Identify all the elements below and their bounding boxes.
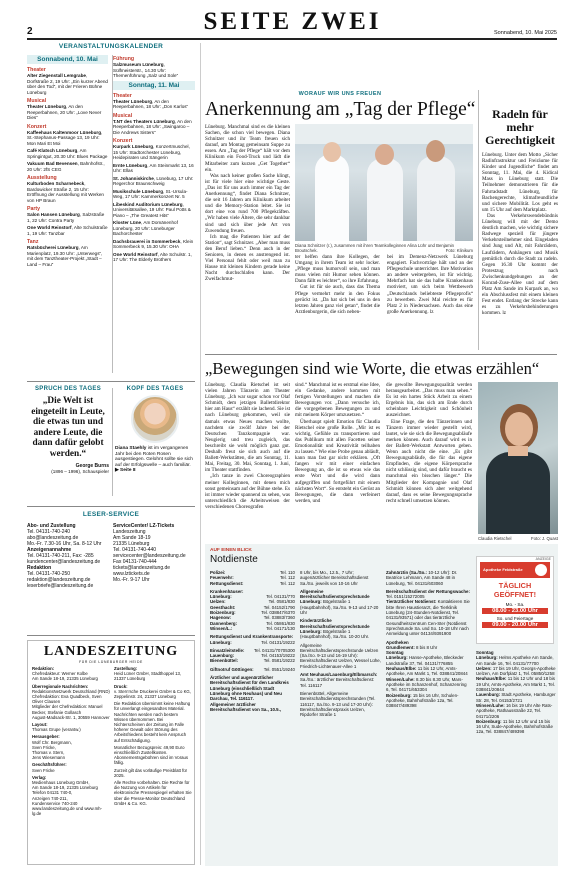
- notdienst-entry: Boizenburg: Tel. 038847/6370: [210, 610, 295, 616]
- article1-photo-credit: Foto: Klinikum: [445, 248, 473, 253]
- kopf-text: ist im vergangenen Jahr bei den Roten Rosen ausgestiegen. Gelohnt sollte sie sich auf der Erfolgswelle – auch familiär.: [115, 446, 193, 468]
- calendar-left-col: [27, 53, 108, 269]
- article2-headline: „Bewegungen sind wie Worte, die etwas erzählen“: [205, 359, 540, 378]
- impressum-line: Thomas v. Stern,: [32, 750, 65, 756]
- left-column-divider: [200, 43, 201, 865]
- article1-kicker: WORAUF WIR UNS FREUEN: [298, 91, 382, 97]
- notdienst-entry: Grundlement: 8 bis 8 Uhr: [386, 644, 438, 650]
- header-rule: [27, 38, 557, 40]
- spruch-quote: „Die Welt ist eingeteilt in Leute, die etwas tun und andere Leute, die dann dafür gelobt werden.“: [31, 396, 105, 459]
- article2-col-1: [205, 382, 290, 510]
- calendar-right-top-entry: Salzmuseum Lüneburg, Sülfmeisterstr., 14.30 Uhr: Themenführung „Salz und Sole“: [113, 62, 179, 78]
- notdienst-entry: Bereitschaftsdienst der Rettungswache: Tel. 0151/15272005: [386, 588, 470, 600]
- notdienst-entry: 8 Uhr, bis Mo., 12.5., 7 Uhr; augenärztlicher Bereitschaftsdienst Sa./So. jeweils von 10-16 Uhr: [300, 570, 369, 586]
- leserservice-line[interactable]: kundencenter@landeszeitung.de: [27, 559, 101, 565]
- impressum-line: Chefredaktion: Eva Quadbeck, Sven Oliver Clausen: [32, 694, 102, 705]
- notdienst-kicker: AUF EINEN BLICK: [210, 548, 252, 553]
- spruch-title: SPRUCH DES TAGES: [34, 386, 102, 392]
- impressum-line: Anzeigen 740-211,: [32, 795, 68, 801]
- calendar-left-entry: Café Klatsch Lüneburg, Am Springintgut, 20.30 Uhr: Blues Package: [27, 148, 108, 159]
- article2-col-3-p2: Eine Frage, die den Tänzerinnen und Tänzern immer wieder gestellt wird, lautet, wie sie sich die Bewegungsabläufe merken können. Auch darauf wird es in der Ballett-Werkstatt Antworten geben. Wenn auch nicht die eine. „Es gibt Bewegungsabläufe, die für das eigene Empfinden, die eigene Körpersprache nicht schlüssig sind, und dafür braucht es manchmal ein bisschen länger.“ Die Mitglieder der Kompagnie und Olaf Schmidt können sich aber weitgehend darauf, dass es seine Bewegungssprache recht schnell umsetzen können.: [386, 418, 472, 504]
- notdienst-entry: Geesthacht: Tel. 04152/1790: [210, 604, 295, 610]
- impressum-line: Layout:: [32, 722, 48, 728]
- impressum-line: Chefredakteur: Werner Kolbe: [32, 671, 88, 677]
- impressum-line: RedaktionsNetzwerk Deutschland (RND): [32, 688, 110, 694]
- notdienst-entry: Apotheken: [386, 639, 409, 645]
- impressum-line: Redaktion:: [32, 666, 55, 671]
- leserservice-line[interactable]: redaktion@landeszeitung.de: [27, 577, 91, 583]
- kopf-portrait: [131, 395, 179, 443]
- calendar-left-category: Musical: [27, 98, 47, 104]
- radeln-text-1: Lüneburg. Unter dem Motto „Sicher Radinfrastruktur und Freiräume für Kinder und Jugendliche“ findet am Sonntag, 11. Mai, die 4. Kidical Mass in Lüneburg statt. Die Teilnehmer demonstrieren für die Fahrradstadt Lüneburg, für Bachengerechte, klimafreundliche und sichere Mobilität. Los geht es um 15 Uhr auf dem Marktplatz.: [482, 152, 558, 213]
- article1-col-2: [295, 254, 380, 315]
- kopf-bottom-rule: [27, 506, 195, 507]
- notdienst-entry: Lüneburg: Hanse-Apotheke, Bleckeder Landstraße 37, Tel. 04131/776855: [386, 655, 464, 666]
- notdienst-entry: Kinderärztliche Bereitschaftsdienstsprechstunde Lüneburg: Bögelstraße 1 (Hauptbahnhof), Sa./So. 10-20 Uhr.: [300, 618, 370, 640]
- calendar: [27, 43, 195, 373]
- calendar-right-category: Konzert: [113, 138, 133, 144]
- notdienst-title: Notdienste: [210, 554, 258, 565]
- notdienst-entry: Winsen/Luhe: 8.30 bis 8.30 Uhr, Mars-Apotheke im Schanzenhof, Schanzenring 6, Tel. 04171/653304: [386, 676, 467, 693]
- article1-col-2-p1: ter helfen dann ihre Kollegen, der Umgang in ihrem Team ist sehr locker. „Pflege muss humorvoll sein, und man muss vielen mit Humor sehen können. Dann fällt es leichter“, so ihre Erfahrung.: [295, 254, 380, 285]
- impressum-line: Monatlicher Bezugspreis: 49,90 Euro einschließlich Zustellkosten. Abonnementsgebühren sind im Voraus fällig.: [114, 744, 189, 766]
- leserservice-line: Mo.-Fr. 7.30-16 Uhr, Sa. 8-12 Uhr: [27, 541, 102, 547]
- article2-col-1-p2: „Ich tanze in zwei Choreographien meiner Kolleginnen, mit denen mich sonst gemeinsam auf der Bühne stehe. Es ist immer wieder spannend zu sehen, was unterschiedlich die Arbeitsweisen der verschiedenen Choreografen: [205, 473, 290, 510]
- impressum-line: Geschäftsführer:: [32, 762, 67, 768]
- calendar-right-entry: T.NT des Theaters Lüneburg, An den Reeperbahnen, 18 Uhr: „Swingaroo – Die Andrews Sisters“: [113, 118, 192, 135]
- calendar-left-entry: Alter Ziegenstall Lemgrabe, Dorfstraße 2, 19 Uhr: „Ein kurzer Abend über den Tod“, mit der Frieren Bühne Lüneburg: [27, 73, 108, 95]
- article1-col-3-p1: bei im Demenz-Netzwerk Lüneburg engagiert. Fachvorträge hält und an der Pflegeschule unterrichtet. Ihre Motivation an andere weitergeben, ist für wichtig. Mehrfach hat sie das halbe Krankenhaus motiviert, um sich beim Wettbewerb „Deutschlands beliebteste Pflegeprofis“ zu bewerben. Zwei Mal reichte es für Platz 2 in Niedersachsen. Auch das eine große Anerkennung. lz: [387, 254, 473, 315]
- leserservice-line: Tel. 04131-740-211, Fax: -285: [27, 553, 94, 559]
- article2-col-1-p1: Lüneburg. Claudia Rietschel ist seit vielen Jahren Tänzerin am Theater Lüneburg. „Ich war sogar schon vor Olaf Schmidt, dem jetzigen Ballettdirektor hier am Haus“ erzählt sie lachend. Sie ist nach Lüneburg gekommen, weil sie damals etwas Neues machen wollte, nachdem sie zwölf Jahre bei der Deutschen Tanzkompagnie war. Neugierig und treu zugleich, das beschreibt sie wohl möglich ganz gut. Deshalb freut sie sich auch auf die Ballett-Werkstätten, die am Sonntag, 11. Mai, Freitag, 30. Mai, Sonntag, 1. Juni, im Theater stattfinden.: [205, 382, 290, 474]
- calendar-right-entry: One World Reinstorf, Alte Schulstr. 1, 17 Uhr: The Elderly Brothers: [113, 251, 192, 262]
- impressum-col-1: [32, 666, 110, 816]
- notdienst-col-4: [476, 650, 556, 735]
- leserservice-line: Fax 04131-740-444: [113, 559, 157, 565]
- kopf-title: KOPF DES TAGES: [126, 386, 184, 392]
- calendar-right-category: Musical: [113, 112, 133, 119]
- leserservice: [27, 511, 195, 626]
- impressum-line: Heid Lüner GmbH, Stadthoppel 13, 21337 Lüneburg: [114, 671, 182, 682]
- article1-headline: Anerkennung am „Tag der Pflege“: [205, 99, 476, 120]
- notdienst-col-2: [300, 570, 382, 717]
- impressum-line: Alle Rechte vorbehalten. Die Rechte für die Nutzung von Artikeln für elektronische Pressespiegel erhalten Sie über die Presse-Monitor Deutschland GmbH & Co. KG.: [114, 780, 192, 806]
- impressum: [27, 640, 195, 865]
- impressum-line: Medienhaus Lüneburg GmbH,: [32, 780, 90, 786]
- calendar-left-category: Ausstellung: [27, 175, 57, 181]
- calendar-left-entry: Kaffeehaus Kaltenmoor Lüneburg, St.-Stephanus-Passage 13, 19 Uhr: Mon Mari Et Moi: [27, 129, 103, 146]
- spruch-divider: [112, 388, 113, 496]
- article1-col-1: [205, 124, 290, 282]
- article2-photo-credit: Foto: J. Quast: [531, 536, 558, 541]
- leserservice-title: LESER-SERVICE: [82, 511, 140, 518]
- article1-photo-caption: [295, 243, 473, 253]
- notdienst-entry: Allgemeiner ärztlicher Bereitschaftsdienst von Sa., 10.5.,: [210, 701, 282, 712]
- leserservice-line[interactable]: abo@landeszeitung.de: [27, 535, 79, 541]
- notdienst-entry: Bienenbüttel: Tel. 0581/19222: [210, 658, 295, 664]
- spruch-box: [27, 386, 109, 506]
- calendar-right-entry: Ernte Lüneburg, Am Steinmarkt 13, 16 Uhr: Ellas: [113, 162, 194, 173]
- notdienst-entry: Allgemeine Bereitschaftsdienstsprechstunde Lüneburg: Bögelstraße 1 (Hauptbahnhof), Sa./So. 9-13 und 17-20 Uhr: [300, 588, 379, 616]
- impressum-line: Kundenservice 740-240: [32, 800, 78, 806]
- ad-line-2: So. und Feiertage: [496, 616, 534, 621]
- notdienst-entry: Polizei: Tel. 110: [210, 570, 295, 575]
- notdienst-entry: Giftnotruf Göttingen: Tel. 0551/19240: [210, 666, 295, 672]
- leserservice-left: [27, 523, 109, 589]
- ad-brand: Apotheke Feldstraße: [483, 567, 523, 572]
- leserservice-heading: Anzeigenannahme: [27, 547, 72, 553]
- calendar-left-entry: Kulturboden Scharnebeck, Bardowicker Straße 2, 15 Uhr: Eröffnung der Ausstellung mit Werken von HP Braun: [27, 181, 104, 203]
- impressum-col-2: [114, 666, 192, 806]
- notdienst-entry: Zahnärztin (Sa./So.: 10-12 Uhr): Dr. Beatrice Lehmann, Am Sande 48 in Lüneburg, Tel. 04131/603060: [386, 570, 458, 586]
- notdienst-entry: Sonntag: [476, 650, 494, 655]
- calendar-day-1: Sonnabend, 10. Mai: [27, 55, 108, 64]
- impressum-logo: LANDESZEITUNG: [43, 644, 179, 659]
- article2-col-2-p2: Überhaupt spielt Emotion für Claudia Rietschel eine große Rolle. „Mir ist es wichtig, Gefühle zu transportieren und das Publikum mit allen Facetten seiner Emotionalität und Kreativität teilhaben zu lassen.“ Wie eine Probe genau abläuft, kann man fast gar nicht erklären. „Oft fangen wir mit einer einfachen Bewegung an, die ist so etwas wie das erste Wort und die wird dann aufgegriffen und fortgeführt mit einem nächsten Wort“. So entsteht ein Gerüst an Bewegungen, die dann verfeinert werden, und: [295, 418, 380, 504]
- calendar-right-entry: St. Johanniskirche, Lüneburg, 17 Uhr: Regerchor Braunschweig: [113, 175, 194, 186]
- notdienst-entry: Boizenburg: 11 bis 12 Uhr und 15 bis 16 Uhr, Sude-Apotheke, Bahnhofstraße 12a, Tel. 038847/489398: [476, 718, 553, 735]
- impressum-line: Sven Fricke: [32, 767, 55, 773]
- article2-col-3-p1: die gewollte Bewegungsqualität werden herausgearbeitet. „Das muss man sehen.“ Es ist ein hartes Stück Arbeit zu einem Ergebnis hin, das sich am Ende durch scheinbare Leichtigkeit und Schönheit auszeichnet.: [386, 382, 472, 419]
- calendar-left-entry: Theater Lüneburg, An den Reeperbahnen, 20 Uhr: „Love Never Dies“: [27, 104, 102, 120]
- impressum-logo-sub: FÜR DIE LÜNEBURGER HEIDE: [79, 660, 143, 664]
- article1-photo: [295, 124, 473, 241]
- leserservice-heading: ServiceCenter/ LZ-Tickets: [113, 523, 175, 529]
- calendar-left-category: Theater: [27, 67, 46, 73]
- section-title: SEITE ZWEI: [203, 8, 382, 35]
- notdienst-box: [205, 544, 558, 866]
- notdienst-col-1: [210, 570, 295, 712]
- notdienst-entry: Lauenburg: Stadt Apotheke, Hamburger Str. 28, Tel. 04153/2721: [476, 692, 556, 703]
- ad-header: [480, 562, 550, 578]
- calendar-right-category: Theater: [113, 92, 132, 99]
- notdienst-entry: Lüneburg: Tel. 04131/19222: [210, 639, 295, 645]
- impressum-line: Thomas Grupe (verantw.): [32, 727, 81, 733]
- impressum-line: Verlag:: [32, 774, 47, 780]
- leserservice-bottom-rule: [27, 635, 195, 636]
- notdienst-entry: Uelzen: Tel. 0581/830: [210, 599, 295, 605]
- leserservice-heading: Redaktion: [27, 565, 52, 571]
- notdienst-entry: Hagenow: Tel. 03883/7360: [210, 615, 295, 621]
- calendar-right-entry: Theater Lüneburg, An den Reeperbahnen, 18 Uhr: „Don Karlos“: [113, 98, 189, 109]
- ad-hours-2: 09.00 - 20.00 Uhr: [482, 622, 548, 628]
- apotheke-ad[interactable]: [476, 556, 554, 644]
- notdienst-entry: Neuhaus/Elbe: 11 bis 12 Uhr, Amts-Apotheke, Am Markt 1, Tel. 038841/20844: [386, 666, 468, 677]
- ad-hours-1: 08.00 - 23.00 Uhr: [482, 608, 548, 614]
- kopf-ref[interactable]: Seite 8: [120, 468, 136, 474]
- impressum-line: Mitglieder der Chefredaktion: Manuel Becker, Stefanie Gollasch: [32, 704, 103, 715]
- calendar-right-col: [113, 53, 195, 265]
- notdienst-entry: Rettungsdienst und Krankentransporte:: [210, 634, 294, 640]
- impressum-line: v. Stern’sche Druckerei GmbH & Co KG, Zeppelinstr. 24, 21337 Lüneburg: [114, 688, 191, 700]
- impressum-line: Druck:: [114, 683, 128, 689]
- impressum-line: Wolf Chr. Bergmann,: [32, 739, 72, 745]
- ad-open-title: TÄGLICH GEÖFFNET!: [493, 581, 537, 599]
- notdienst-entry: Amt Neuhaus/Lauenburg/Elbmarsch: Sa./So.: ärztlicher Bereitschaftsdienst: Tel. 116117: [300, 672, 378, 688]
- impressum-line: August-Madsack-Str. 1, 30559 Hannover: [32, 714, 110, 720]
- ad-logo-icon: [535, 564, 547, 576]
- notdienst-entry: Lüneburg: Helms Apotheke Am Sande, Am Sande 16, Tel. 04131/77700: [476, 655, 554, 666]
- calendar-right-entry: Kloster Lüne, Am Domänenhof Lüneburg, 20 Uhr: Lüneburger Bachorchester: [113, 220, 178, 236]
- leserservice-line[interactable]: servicecenter@landeszeitung.de: [113, 553, 186, 559]
- impressum-line: www.landeszeitung.de und www.mh-lg.de: [32, 806, 102, 817]
- impressum-line: Überregionale Nachrichten:: [32, 683, 89, 689]
- calendar-left-entry: Vakuum Bad Bevensen, Bahnhofstr., 20 Uhr: 2fS CEG: [27, 161, 105, 172]
- impressum-line: Herausgeber:: [32, 734, 60, 740]
- calendar-right-top-category: Führung: [113, 56, 135, 62]
- radeln-box: [482, 108, 558, 317]
- calendar-left-entry: Salon Hansen Lüneburg, Salzstraße 1, 22 Uhr: Contra Party: [27, 212, 105, 223]
- article2-col-3: [386, 382, 472, 504]
- leserservice-line: Am Sande 18-19: [113, 535, 151, 541]
- radeln-divider: [478, 90, 479, 350]
- calendar-left-category: Konzert: [27, 123, 47, 130]
- article2-photo: [478, 382, 558, 534]
- notdienst-entry: Winsen/Luhe: 16 bis 19 Uhr Alte Rats-Apotheke, Rathausstraße 22, Tel. 04171/2206: [476, 702, 553, 719]
- notdienst-entry: Krankenhäuser:: [210, 588, 244, 594]
- article2-photo-caption: [478, 536, 558, 541]
- calendar-right-entry: Kurpark Lüneburg, Konzertmuschel, 15 Uhr: Stadtorchester Lüneburg, Heidepiraten und Sängerin: [113, 144, 190, 160]
- notdienst-entry: Einsatzleitstelle: Tel. 04131/70705300: [210, 647, 295, 653]
- impressum-line: Sven Fricke,: [32, 744, 56, 750]
- notdienst-entry: Neuhaus/Elbe: 11 bis 12 Uhr und 18 bis 19 Uhr, Amts-Apotheke, Am Markt 1, Tel. 038841/20844: [476, 676, 555, 693]
- article2-caption-text: Claudia Rietschel: [478, 536, 512, 541]
- leserservice-line[interactable]: leserbriefe@landeszeitung.de: [27, 583, 94, 589]
- notdienst-entry: Lüneburg: Tel. 04131/770: [210, 594, 295, 600]
- header-date: Sonnabend, 10. Mai 2025: [494, 30, 557, 36]
- calendar-left-category: Party: [27, 206, 40, 212]
- notdienst-entry: Uelzen: 17 bis 19 Uhr, Georgs-Apotheke Uelzen, Am Dorfplatz 1, Tel. 05850/1258: [476, 665, 556, 677]
- leserservice-right: [113, 523, 195, 583]
- radeln-text-2: Das Verkehrswendebündnis Lüneburg will mit der Demo deutlich machen, wie wichtig sichere Radwege speziell für jüngere Verkehrsteilnehmer sind. Eingeladen sind Jung und Alt, mit Fahrrädern, Laufrädern, Anhängern und Musik gemütlich durch die Stadt zu radeln. Gegen 16.30 Uhr kommt der Protestzug nach Zwischenkundgebungen an der Konrad-Zuse-Allee und auf dem Platz Am Sande im Kurpark an, wo ein Abschlussfest mit einem kleinen Fest endet. Entlang der Strecke kann es zu Verkehrsbehinderungen kommen. lz: [482, 212, 558, 317]
- calendar-right-entry: Musikschule Lüneburg, St.-Ursula-Weg, 17 Uhr: Kammerkonzert Nr. 5: [113, 188, 188, 199]
- calendar-left-entry: One World Reinstorf, Alte Schulstraße 1, 19 Uhr: Tanzbar: [27, 225, 108, 236]
- article1-col-2-p2: Gut ist für sie auch, dass das Thema Pflege vermehrt mehr in den Fokus gerückt ist. „Da hat sich bei uns in den letzten Jahren ganz viel getan“, findet die Arztlenburgerin, die sich neben-: [295, 284, 380, 315]
- notdienst-entry: Tierärztlicher Notdienst: Kontaktieren Sie bitte Ihren Haustierarzt, die Tierklinik Lüneburg (24-Stunden-Notdienst, Tel. 04131/93571) oder das tierärztliche Gesundheitszentrum Cen-Ster (Notdienst Sprechstunde Sa. und So. 10-18 Uhr nach Anmeldung unter 04134/9391900: [386, 599, 470, 637]
- radeln-headline: Radeln für mehr Gerechtigkeit: [485, 107, 555, 147]
- notdienst-entry: Dannenberg: Tel. 05861/830: [210, 620, 295, 626]
- impressum-line: Zustellung:: [114, 666, 138, 671]
- kopf-text-block: Diana Staehly ist im vergangenen Jahr bei den Roten Rosen ausgestiegen. Gelohnt sollte sie sich auf der Erfolgswelle – auch familiär. ▶ Seite 8: [115, 446, 193, 474]
- calendar-bottom-rule: [27, 381, 195, 382]
- article1-col-1-p2: Was nach keiner großen Sache klingt, ist für viele hier eine wichtige Geste. „Das ist für uns auch immer ein Tag der Anerkennung“, findet Diana Schnitzer, die seit 16 Jahren am Klinikum arbeitet und die Memory-Station leitet. Sie ist dort eine von rund 700 Pflegekräften. „Wir haben viele Ältere, die sehr dankbar sind und sich über jede Art von Zuwendung freuen.: [205, 172, 290, 234]
- notdienst-entry: Winsen/L.: Tel. 04171/130: [210, 625, 295, 631]
- leserservice-heading: Abo- und Zustellung: [27, 523, 76, 529]
- calendar-day-2: Sonntag, 11. Mai: [113, 81, 195, 90]
- notdienst-entry: Boizenburg: 15 bis 16 Uhr, Schulen-Apotheke, Bahnhofstraße 12a, Tel. 038847/489398: [386, 692, 459, 709]
- calendar-left-category: Tanz: [27, 239, 39, 245]
- notdienst-entry: Lauenburg: Tel. 04153/19222: [210, 653, 295, 659]
- notdienst-entry: Sonntag: [386, 650, 404, 656]
- article1-col-1-p3: Ich mag die Patienten hier auf der Station“, sagt Schnitzer. „Aber man muss den Beruf lieben.“ Denn auch in der Senioren, in denen es anstrengend ist. Viel Personal fehlt oder weil man zu Hause mit kleinen Kindern gerade keine Nacht durchschlafen kann. Der Zweifachmut-: [205, 233, 290, 283]
- calendar-right-entry: Dachsbrauerei in Sommerbeck, Klein Sommerbeck 9, 15.30 Uhr: OHA: [113, 238, 194, 249]
- article2-col-2: [295, 382, 380, 504]
- impressum-line: Die Redaktion übernimmt keine Haftung für unverlangt eingesandtes Material. Nachrichten werden nach bestem Wissen übernommen. Bei Nichterscheinen der Zeitung im Falle höherer Gewalt oder Störung des Arbeitsfriedens besteht kein Anspruch auf Entschädigung.: [114, 701, 191, 743]
- article-separator: [205, 354, 557, 355]
- notdienst-entry: Ärztlicher und augenärztlicher Bereitschaftsdienst für den Landkreis Lüneburg (einschließlich Stadt Lüneburg ohne Neuhaus) und Neu Darchau, Tel. 116117.: [210, 675, 289, 702]
- leserservice-line: 21335 Lüneburg: [113, 541, 150, 547]
- notdienst-col-3: [386, 570, 470, 708]
- impressum-line: Jens Wiesemann: [32, 755, 65, 761]
- leserservice-line: Tel. 04131-740-240: [27, 529, 71, 535]
- notdienst-entry: Bienenbüttel, Allgemeine Bereitschaftsdienstsprechstunden (Tel. 116117, Sa./So. 9-13 und 17-20 Uhr): Bereitschaftsdienstpraxis Uelzen, Ripdorfer Straße 1: [300, 690, 376, 718]
- calendar-title: VERANSTALTUNGSKALENDER: [58, 43, 164, 50]
- spruch-author: George Burns: [75, 463, 109, 469]
- kopf-name: Diana Staehly: [115, 446, 147, 451]
- article1-col-1-p1: Lüneburg. Manchmal sind es die kleinen Sachen, die schon viel bewegen. Diana Schnitzer und ihr Team freuen sich darauf, am Montag gemeinsam Suppe zu essen. Am „Tag der Pflege“ hält vor dem Klinikum ein Food-Truck und lädt die Mitarbeiter zum kurzen „Get Together“ ein.: [205, 124, 290, 173]
- page-number: 2: [27, 26, 33, 37]
- notdienst-entry: Rettungsdienst: Tel. 112: [210, 580, 295, 586]
- calendar-right-entry: Libeskind Auditorium Lüneburg, Universitätsallee, 19 Uhr: Paul Potts & Piano – „The Greatest Hits“: [113, 201, 191, 218]
- leserservice-line[interactable]: tickets@landeszeitung.de: [113, 565, 171, 571]
- impressum-line: Zurzeit gilt das vorläufige Preisblatt für 2025.: [114, 767, 188, 778]
- ad-label: ANZEIGE: [535, 557, 551, 561]
- impressum-line: Telefon 04131 740-0,: [32, 790, 73, 796]
- ad-line-1: Mo. - Sa.: [505, 602, 525, 607]
- leserservice-line[interactable]: www.lztickets.de: [113, 571, 150, 577]
- notdienst-entry: Allgemeine Bereitschaftsdienstsprechstunde Uelzen (Sa./So. 9-13 und 16-19 Uhr): Bereitschaftsdienst Uelzen, Wessel Lühe, Friedrich-Lichtenauer-Allee 1: [300, 642, 381, 669]
- impressum-line: Am Sande 18-19, 21335 Lüneburg: [32, 676, 98, 682]
- leserservice-line: Mo.-Fr. 9-17 Uhr: [113, 577, 150, 583]
- impressum-line: Am Sande 18-19, 21335 Lüneburg: [32, 785, 98, 791]
- kopf-box: [115, 386, 195, 506]
- article1-col-3: [387, 254, 473, 315]
- leserservice-line: Tel. 04131-740-440: [113, 547, 157, 553]
- calendar-left-entry: Ratsbücherei Lüneburg, Am Marienplatz, 19.30 Uhr: „Unterwegs“, mit dem Tanztheater-Projekt „Stadt – Land – Frau“: [27, 245, 103, 267]
- article1-caption-text: Diana Schnitzer (r.), zusammen mit ihren Teamkolleginnen Alina Lühr und Benjamin Broutschek.: [295, 243, 454, 253]
- spruch-author-detail: (1896 – 1996), Schauspieler: [51, 469, 109, 474]
- notdienst-entry: Feuerwehr: Tel. 112: [210, 575, 295, 581]
- leserservice-line: Tel. 04131-740-250: [27, 571, 71, 577]
- leserservice-line: Landeszeitung: [113, 529, 146, 535]
- article2-col-2-p1: sind.“ Manchmal ist es erstmal eine Idee, ein Gedanke, andere kommen mit fertigen Vorstellungen und machen die Bewegungen vor. „Dann versuche ich, die vorgegebenen Bewegungen zu und mit meinem Körper umzusetzen.“: [295, 382, 380, 419]
- calendar-divider: [112, 55, 113, 373]
